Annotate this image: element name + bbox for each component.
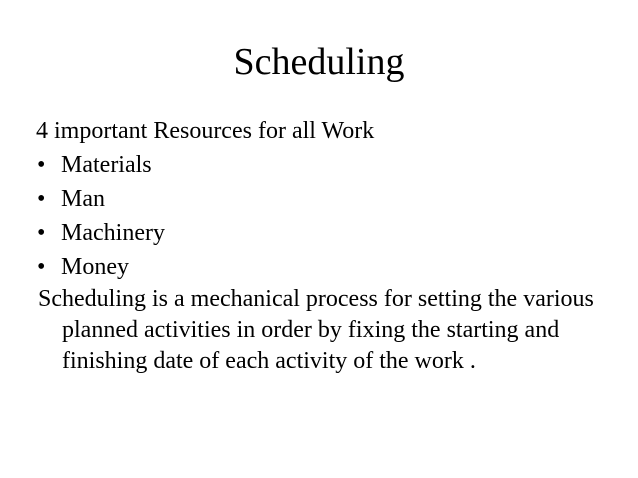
slide-title: Scheduling [233, 41, 405, 83]
list-item-man: • Man [36, 182, 606, 216]
list-item-money: • Money [36, 250, 606, 284]
list-item-machinery: • Machinery [36, 216, 606, 250]
slide-content [36, 114, 606, 377]
scheduling-definition: Scheduling is a mechanical process for setting the various planned activities in order by fixing the starting and finishing date of each activity of the work . [38, 286, 594, 374]
list-item-materials: • Materials [36, 148, 606, 182]
intro-text: 4 important Resources for all Work [36, 118, 375, 144]
resource-list [36, 148, 606, 284]
